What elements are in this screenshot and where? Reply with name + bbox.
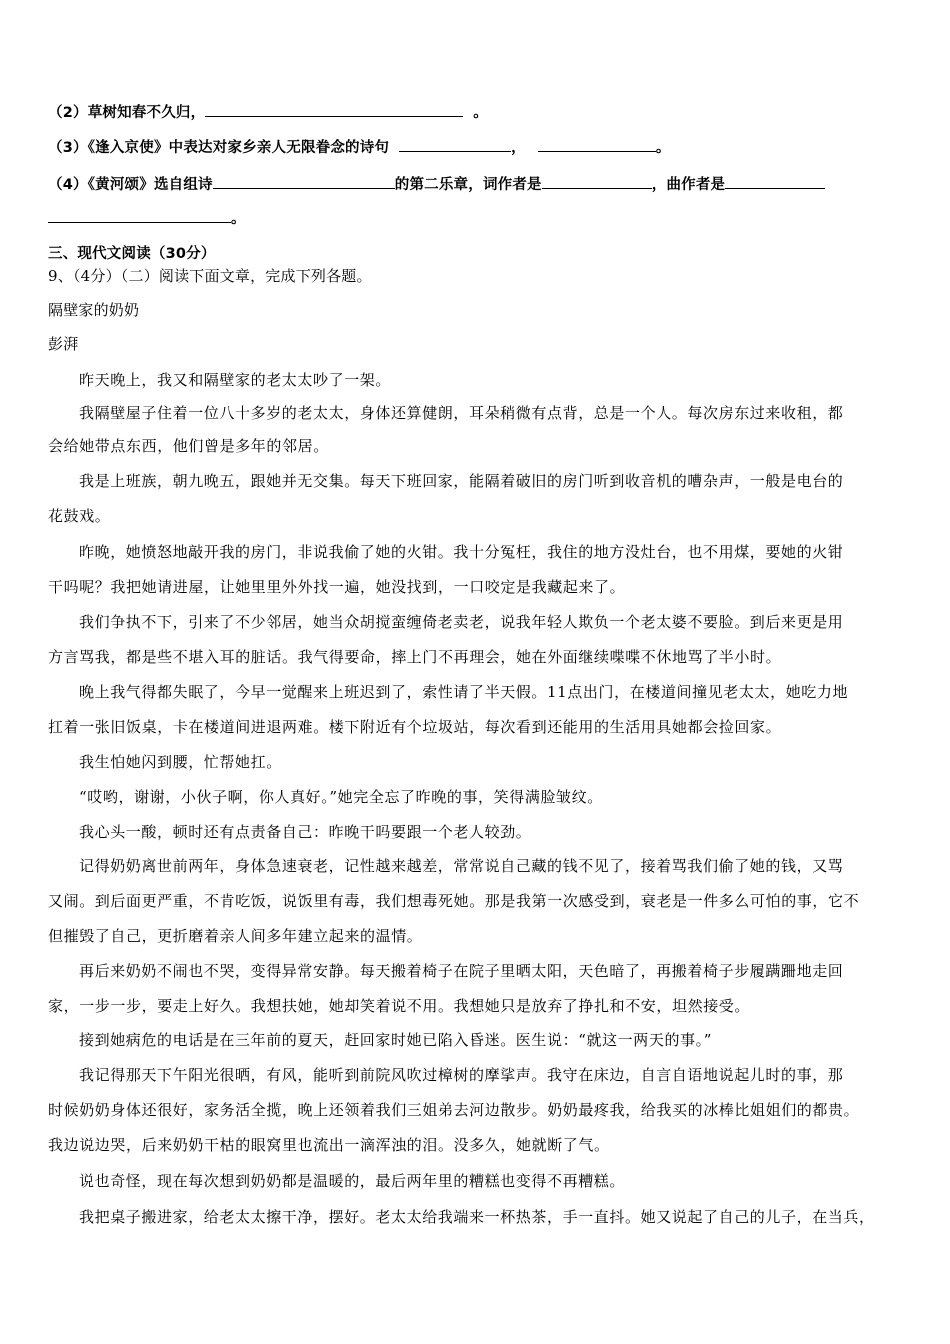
question-4-part3: ，曲作者是 — [651, 177, 726, 193]
paragraph-11-line-1: 再后来奶奶不闹也不哭，变得异常安静。每天搬着椅子在院子里晒太阳，天色暗了，再搬着椅子步履蹒跚地走回 — [79, 962, 844, 980]
paragraph-7: 我生怕她闪到腰，忙帮她扛。 — [79, 753, 282, 771]
paragraph-3-line-2: 花鼓戏。 — [48, 507, 111, 525]
question-4 — [48, 174, 908, 195]
question-9-intro: 9、（4分）（二）阅读下面文章，完成下列各题。 — [48, 267, 372, 285]
question-4-blank-composer[interactable] — [725, 174, 825, 189]
paragraph-14: 说也奇怪，现在每次想到奶奶都是温暖的，最后两年里的糟糕也变得不再糟糕。 — [79, 1172, 626, 1190]
paragraph-6-line-2: 扛着一张旧饭桌，卡在楼道间进退两难。楼下附近有个垃圾站，每次看到还能用的生活用具她都会捡回家。 — [48, 718, 782, 736]
paragraph-12: 接到她病危的电话是在三年前的夏天，赶回家时她已陷入昏迷。医生说：“就这一两天的事。” — [79, 1031, 713, 1049]
question-4-blank-lyricist[interactable] — [542, 174, 652, 189]
paragraph-8: “哎哟，谢谢，小伙子啊，你人真好。”她完全忘了昨晚的事，笑得满脸皱纹。 — [79, 788, 603, 806]
paragraph-5-line-2: 方言骂我，都是些不堪入耳的脏话。我气得要命，摔上门不再理会，她在外面继续喋喋不休地骂了半小时。 — [48, 648, 782, 666]
question-4-blank-suite[interactable] — [213, 174, 395, 189]
paragraph-13-line-1: 我记得那天下午阳光很晒，有风，能听到前院风吹过樟树的摩挲声。我守在床边，自言自语地说起儿时的事，那 — [79, 1066, 844, 1084]
article-author: 彭湃 — [48, 335, 79, 353]
paragraph-11-line-2: 家，一步一步，要走上好久。我想扶她，她却笑着说不用。我想她只是放弃了挣扎和不安，坦然接受。 — [48, 997, 751, 1015]
paragraph-4-line-2: 干吗呢？我把她请进屋，让她里里外外找一遍，她没找到，一口咬定是我藏起来了。 — [48, 578, 626, 596]
paragraph-4-line-1: 昨晚，她愤怒地敲开我的房门，非说我偷了她的火钳。我十分冤枉，我住的地方没灶台，也不用煤，要她的火钳 — [79, 543, 844, 561]
question-4-suffix: 。 — [231, 211, 246, 227]
paragraph-6-line-1: 晚上我气得都失眠了，今早一觉醒来上班迟到了，索性请了半天假。11点出门，在楼道间撞见老太太，她吃力地 — [79, 683, 849, 701]
paragraph-15: 我把桌子搬进家，给老太太擦干净，摆好。老太太给我端来一杯热茶，手一直抖。她又说起了自己的儿子，在当兵， — [79, 1208, 875, 1226]
paragraph-13-line-3: 我边说边哭，后来奶奶干枯的眼窝里也流出一滴浑浊的泪。没多久，她就断了气。 — [48, 1136, 610, 1154]
question-3-suffix: 。 — [655, 140, 671, 156]
question-4-part2: 的第二乐章，词作者是 — [394, 177, 542, 193]
question-3-mid: ， — [511, 140, 526, 156]
question-2 — [48, 102, 908, 123]
paragraph-10-line-3: 但摧毁了自己，更折磨着亲人间多年建立起来的温情。 — [48, 927, 423, 945]
paragraph-10-line-1: 记得奶奶离世前两年，身体急速衰老，记性越来越差，常常说自己藏的钱不见了，接着骂我们偷了她的钱，又骂 — [79, 857, 844, 875]
paragraph-10-line-2: 又闹。到后面更严重，不肯吃饭，说饭里有毒，我们想毒死她。那是我第一次感受到，衰老是一件多么可怕的事，它不 — [48, 892, 860, 910]
paragraph-1: 昨天晚上，我又和隔壁家的老太太吵了一架。 — [79, 371, 392, 389]
paragraph-2-line-2: 会给她带点东西，他们曾是多年的邻居。 — [48, 437, 329, 455]
paragraph-9: 我心头一酸，顿时还有点责备自己：昨晚干吗要跟一个老人较劲。 — [79, 823, 532, 841]
paragraph-13-line-2: 时候奶奶身体还很好，家务活全揽，晚上还领着我们三姐弟去河边散步。奶奶最疼我，给我买的冰棒比姐姐们的都贵。 — [48, 1101, 860, 1119]
question-3-blank-2[interactable] — [538, 137, 656, 152]
paragraph-5-line-1: 我们争执不下，引来了不少邻居，她当众胡搅蛮缠倚老卖老，说我年轻人欺负一个老太婆不要脸。到后来更是用 — [79, 613, 844, 631]
question-3-prefix: （3）《逢入京使》中表达对家乡亲人无限眷念的诗句 — [48, 140, 390, 156]
question-2-suffix: 。 — [473, 105, 488, 121]
question-4-blank-composer-cont[interactable] — [48, 208, 231, 223]
question-2-prefix: （2）草树知春不久归， — [48, 105, 206, 121]
question-4-continued — [48, 208, 908, 229]
question-3-blank-1[interactable] — [399, 137, 511, 152]
question-4-prefix: （4）《黄河颂》选自组诗 — [48, 177, 213, 193]
paragraph-3-line-1: 我是上班族，朝九晚五，跟她并无交集。每天下班回家，能隔着破旧的房门听到收音机的嘈杂声，一般是电台的 — [79, 472, 844, 490]
question-2-blank[interactable] — [205, 102, 463, 117]
paragraph-2-line-1: 我隔壁屋子住着一位八十多岁的老太太，身体还算健朗，耳朵稍微有点背，总是一个人。每次房东过来收租，都 — [79, 404, 844, 422]
section-heading: 三、现代文阅读（30分） — [48, 246, 216, 262]
article-title: 隔壁家的奶奶 — [48, 301, 140, 319]
question-3 — [48, 137, 908, 158]
